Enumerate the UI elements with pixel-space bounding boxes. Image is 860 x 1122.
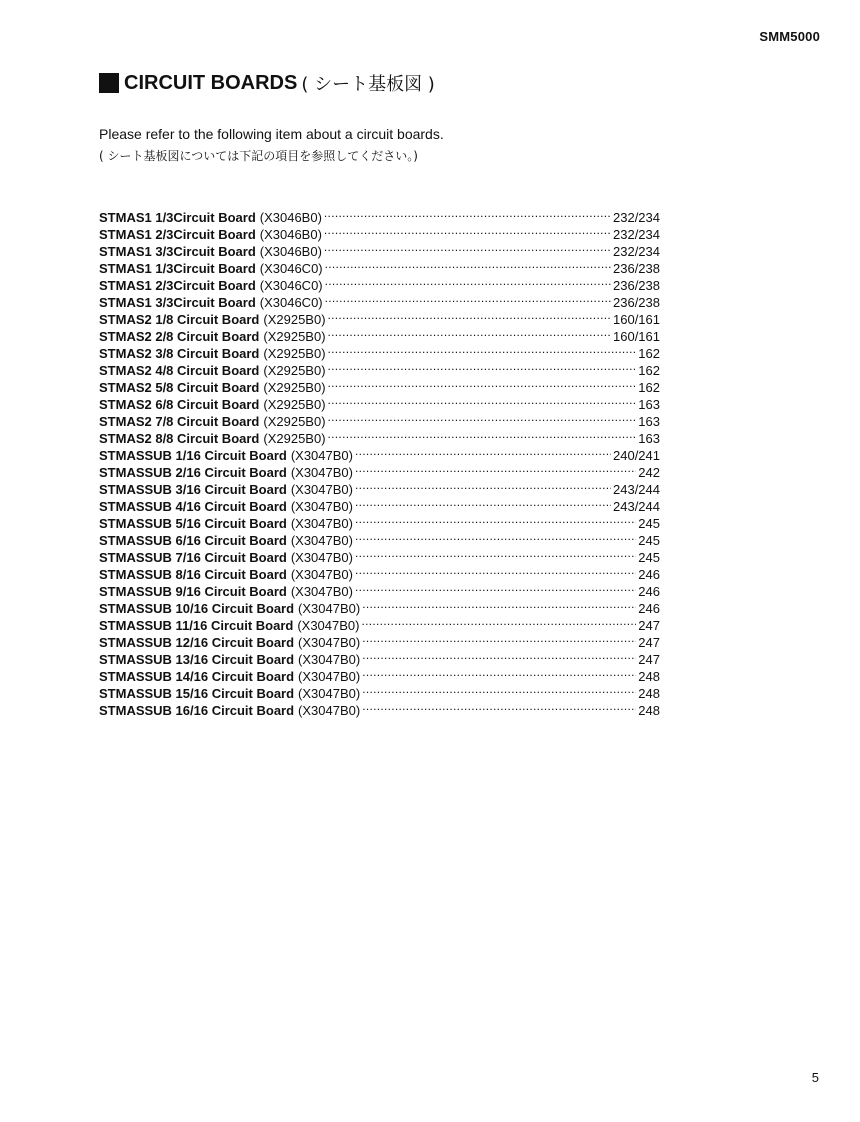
toc-entry-code: (X3047B0): [290, 533, 353, 548]
toc-entry-code: (X3046C0): [259, 295, 323, 310]
toc-entry-title: STMASSUB 1/16 Circuit Board: [99, 448, 287, 463]
toc-entry-title: STMASSUB 10/16 Circuit Board: [99, 601, 295, 616]
toc-entry-page: 236/238: [613, 278, 660, 293]
dot-leader: [355, 477, 611, 494]
dot-leader: [362, 681, 636, 698]
toc-entry-code: (X2925B0): [263, 346, 326, 361]
toc-entry-code: (X3047B0): [297, 618, 360, 633]
dot-leader: [355, 511, 636, 528]
toc-entry-page: 232/234: [613, 227, 660, 242]
dot-leader: [362, 698, 636, 715]
toc-entry-title: STMAS2 3/8 Circuit Board: [99, 346, 260, 361]
toc-entry-code: (X2925B0): [263, 363, 326, 378]
toc-entry-code: (X3047B0): [290, 448, 353, 463]
page-number: 5: [811, 1070, 819, 1085]
toc-entry-title: STMASSUB 5/16 Circuit Board: [99, 516, 287, 531]
dot-leader: [328, 375, 637, 392]
dot-leader: [324, 205, 611, 222]
dot-leader: [325, 290, 611, 307]
toc-entry-page: 232/234: [613, 210, 660, 225]
toc-entry[interactable]: [99, 205, 660, 225]
dot-leader: [355, 443, 611, 460]
toc-entry-title: STMAS2 5/8 Circuit Board: [99, 380, 260, 395]
toc-entry-title: STMAS2 7/8 Circuit Board: [99, 414, 260, 429]
dot-leader: [325, 256, 611, 273]
toc-entry-page: 236/238: [613, 261, 660, 276]
toc-entry-code: (X2925B0): [263, 397, 326, 412]
dot-leader: [328, 426, 637, 443]
toc-entry-title: STMAS2 1/8 Circuit Board: [99, 312, 260, 327]
toc-entry-code: (X3047B0): [298, 686, 361, 701]
toc-entry-code: (X3046C0): [259, 278, 323, 293]
toc-entry-page: 246: [638, 567, 660, 582]
dot-leader: [362, 596, 636, 613]
dot-leader: [328, 307, 611, 324]
dot-leader: [361, 613, 636, 630]
toc-entry-code: (X3046B0): [259, 244, 322, 259]
toc-entry-page: 162: [638, 346, 660, 361]
dot-leader: [362, 630, 636, 647]
toc-entry-title: STMAS1 2/3Circuit Board: [99, 278, 256, 293]
toc-entry-title: STMASSUB 12/16 Circuit Board: [99, 635, 295, 650]
toc-entry-page: 245: [638, 533, 660, 548]
toc-entry-code: (X3047B0): [298, 601, 361, 616]
dot-leader: [328, 341, 637, 358]
toc-entry-code: (X3047B0): [290, 567, 353, 582]
toc-entry-code: (X2925B0): [263, 329, 326, 344]
intro-text: Please refer to the following item about a circuit boards.: [99, 126, 444, 142]
toc-entry-code: (X3046C0): [259, 261, 323, 276]
toc-entry-page: 245: [638, 550, 660, 565]
toc-entry-title: STMASSUB 13/16 Circuit Board: [99, 652, 295, 667]
dot-leader: [355, 545, 636, 562]
dot-leader: [325, 273, 611, 290]
dot-leader: [324, 239, 611, 256]
toc-entry-title: STMASSUB 3/16 Circuit Board: [99, 482, 287, 497]
toc-entry-title: STMASSUB 7/16 Circuit Board: [99, 550, 287, 565]
toc-entry-title: STMASSUB 11/16 Circuit Board: [99, 618, 294, 633]
dot-leader: [355, 579, 636, 596]
toc-entry-page: 246: [638, 584, 660, 599]
toc-entry-title: STMASSUB 16/16 Circuit Board: [99, 703, 295, 718]
toc-entry-page: 160/161: [613, 329, 660, 344]
toc-entry-page: 162: [638, 363, 660, 378]
dot-leader: [355, 460, 636, 477]
toc-entry-code: (X2925B0): [263, 312, 326, 327]
toc-entry-page: 243/244: [613, 482, 660, 497]
toc-list: [99, 205, 660, 718]
intro-text-jp: ( シート基板図については下記の項目を参照してください。): [99, 149, 418, 163]
toc-entry-title: STMAS1 2/3Circuit Board: [99, 227, 256, 242]
dot-leader: [355, 562, 636, 579]
toc-entry-code: (X3047B0): [298, 652, 361, 667]
black-square-icon: [99, 73, 119, 93]
dot-leader: [362, 647, 636, 664]
toc-entry-title: STMAS2 4/8 Circuit Board: [99, 363, 260, 378]
toc-entry-title: STMAS2 6/8 Circuit Board: [99, 397, 260, 412]
toc-entry-code: (X3047B0): [290, 584, 353, 599]
toc-entry-code: (X2925B0): [263, 380, 326, 395]
toc-entry-code: (X3047B0): [290, 465, 353, 480]
toc-entry-title: STMASSUB 14/16 Circuit Board: [99, 669, 295, 684]
dot-leader: [362, 664, 636, 681]
toc-entry-page: 240/241: [613, 448, 660, 463]
toc-entry-code: (X3047B0): [290, 516, 353, 531]
dot-leader: [328, 409, 637, 426]
toc-entry-page: 247: [638, 652, 660, 667]
toc-entry-title: STMAS1 1/3Circuit Board: [99, 210, 256, 225]
toc-entry-code: (X3047B0): [298, 635, 361, 650]
toc-entry-page: 163: [638, 414, 660, 429]
dot-leader: [355, 494, 611, 511]
toc-entry-page: 247: [638, 618, 660, 633]
section-title-en: CIRCUIT BOARDS: [124, 71, 298, 94]
model-number: SMM5000: [759, 29, 820, 44]
toc-entry-page: 163: [638, 431, 660, 446]
toc-entry-page: 236/238: [613, 295, 660, 310]
toc-entry-code: (X3046B0): [259, 227, 322, 242]
toc-entry-code: (X3047B0): [298, 669, 361, 684]
section-title: [99, 70, 435, 96]
toc-entry-page: 160/161: [613, 312, 660, 327]
dot-leader: [324, 222, 611, 239]
toc-entry-page: 246: [638, 601, 660, 616]
toc-entry-title: STMASSUB 15/16 Circuit Board: [99, 686, 295, 701]
toc-entry-title: STMAS2 8/8 Circuit Board: [99, 431, 260, 446]
toc-entry-title: STMASSUB 8/16 Circuit Board: [99, 567, 287, 582]
toc-entry-page: 232/234: [613, 244, 660, 259]
toc-entry-code: (X2925B0): [263, 414, 326, 429]
toc-entry-page: 247: [638, 635, 660, 650]
toc-entry-code: (X3047B0): [290, 499, 353, 514]
toc-entry-code: (X3046B0): [259, 210, 322, 225]
toc-entry-title: STMASSUB 6/16 Circuit Board: [99, 533, 287, 548]
dot-leader: [328, 324, 611, 341]
toc-entry-title: STMASSUB 2/16 Circuit Board: [99, 465, 287, 480]
toc-entry-title: STMAS1 1/3Circuit Board: [99, 261, 256, 276]
toc-entry-code: (X3047B0): [290, 482, 353, 497]
section-title-jp: ( シート基板図 ): [301, 74, 435, 95]
toc-entry-page: 245: [638, 516, 660, 531]
toc-entry-code: (X2925B0): [263, 431, 326, 446]
toc-entry-code: (X3047B0): [290, 550, 353, 565]
dot-leader: [355, 528, 636, 545]
toc-entry-page: 162: [638, 380, 660, 395]
toc-entry-title: STMAS2 2/8 Circuit Board: [99, 329, 260, 344]
toc-entry-page: 163: [638, 397, 660, 412]
toc-entry-page: 248: [638, 703, 660, 718]
toc-entry-code: (X3047B0): [298, 703, 361, 718]
toc-entry-page: 243/244: [613, 499, 660, 514]
toc-entry-title: STMASSUB 9/16 Circuit Board: [99, 584, 287, 599]
dot-leader: [328, 358, 637, 375]
toc-entry-page: 242: [638, 465, 660, 480]
toc-entry-title: STMAS1 3/3Circuit Board: [99, 244, 256, 259]
toc-entry-title: STMASSUB 4/16 Circuit Board: [99, 499, 287, 514]
toc-entry-title: STMAS1 3/3Circuit Board: [99, 295, 256, 310]
dot-leader: [328, 392, 637, 409]
toc-entry-page: 248: [638, 686, 660, 701]
toc-entry-page: 248: [638, 669, 660, 684]
